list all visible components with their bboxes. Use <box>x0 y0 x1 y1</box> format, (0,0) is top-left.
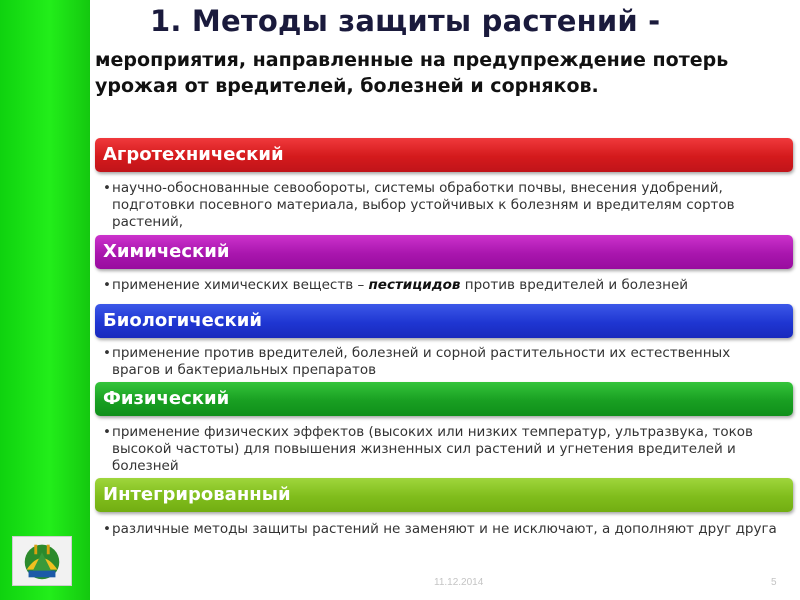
bullet: • <box>103 521 111 537</box>
method-label: Химический <box>103 241 230 262</box>
footer-page-number: 5 <box>771 577 777 588</box>
method-description-text: научно-обоснованные севообороты, системы обработки почвы, внесения удобрений, подготовки посевного материала, выбор устойчивых к болезням и вредителям сортов растений, <box>112 180 735 230</box>
bullet: • <box>103 277 111 293</box>
method-description-text-end: против вредителей и болезней <box>460 277 689 293</box>
method-band-physical <box>95 382 793 416</box>
green-sidebar <box>0 0 90 600</box>
method-description-text: применение физических эффектов (высоких или низких температур, ультразвука, токов высокой частоты) для повышения жизненных сил растений и угнетения вредителей и болезней <box>112 424 753 474</box>
method-band-chemical <box>95 235 793 269</box>
method-label: Биологический <box>103 310 262 331</box>
method-label: Физический <box>103 388 230 409</box>
bullet: • <box>103 180 111 196</box>
method-band-agrotechnical <box>95 138 793 172</box>
pesticides-emphasis: пестицидов <box>368 277 461 293</box>
bullet: • <box>103 424 111 440</box>
method-description-integrated <box>103 521 782 538</box>
method-label: Интегрированный <box>103 484 291 505</box>
logo-graphic <box>13 537 71 585</box>
method-description-agrotechnical <box>103 180 782 231</box>
method-label: Агротехнический <box>103 144 284 165</box>
slide-title: 1. Методы защиты растений - <box>150 4 661 38</box>
method-description-text: применение против вредителей, болезней и сорной растительности их естественных врагов и бактериальных препаратов <box>112 345 731 378</box>
slide-subtitle: мероприятия, направленные на предупреждение потерь урожая от вредителей, болезней и сорняков. <box>95 49 729 97</box>
method-description-physical <box>103 424 782 475</box>
method-band-integrated <box>95 478 793 512</box>
footer-date: 11.12.2014 <box>434 577 484 588</box>
method-description-text: различные методы защиты растений не заменяют и не исключают, а дополняют друг друга <box>112 521 777 537</box>
university-logo-icon <box>12 536 72 586</box>
method-description-chemical <box>103 277 782 294</box>
method-band-biological <box>95 304 793 338</box>
method-description-biological <box>103 345 782 379</box>
method-description-text: применение химических веществ – <box>112 277 369 293</box>
bullet: • <box>103 345 111 361</box>
